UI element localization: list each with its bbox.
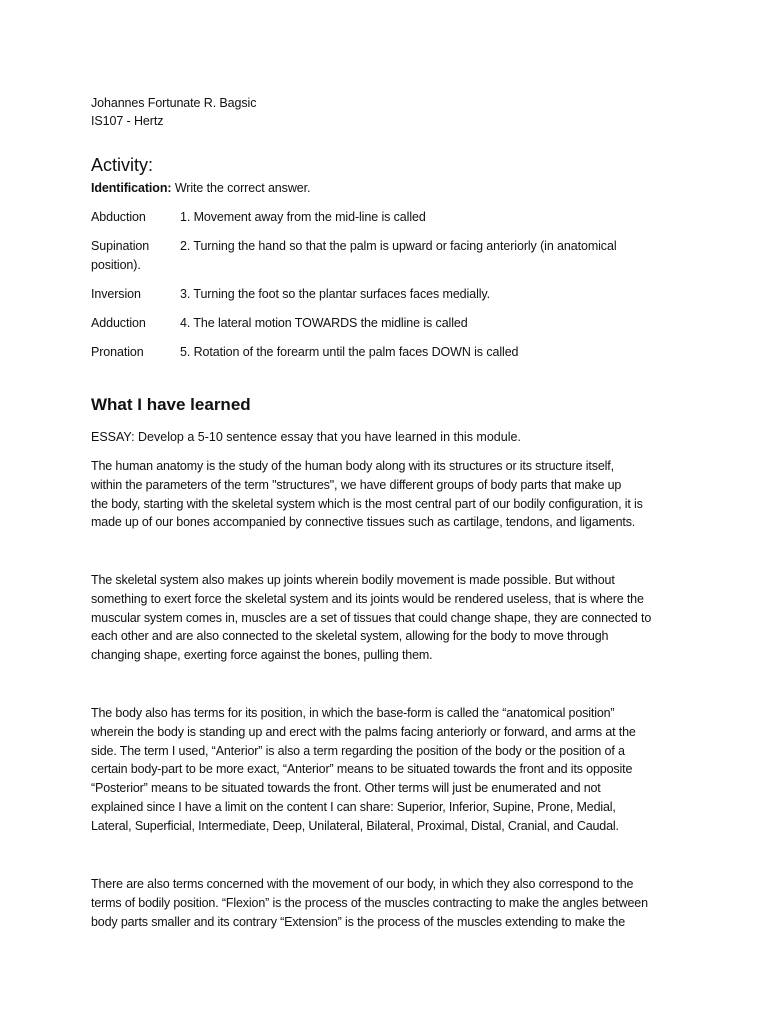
activity-item: [91, 237, 651, 274]
paragraph-line: side. The term I used, “Anterior” is also a term regarding the position of the body or the position of a: [91, 743, 625, 758]
item-answer: Abduction: [91, 210, 146, 224]
instruction-label: Identification:: [91, 181, 172, 195]
paragraph-line: body parts smaller and its contrary “Extension” is the process of the muscles extending to make the: [91, 914, 626, 929]
paragraph-line: muscular system comes in, muscles are a set of tissues that could change shape, they are connected to: [91, 610, 652, 625]
item-question: 1. Movement away from the mid-line is called: [180, 210, 426, 224]
item-answer: Supination: [91, 239, 150, 253]
essay-paragraph: [91, 457, 683, 532]
paragraph-line: The human anatomy is the study of the human body along with its structures or its structure itself,: [91, 459, 614, 473]
activity-heading: Activity:: [91, 155, 154, 175]
paragraph-line: certain body-part to be more exact, “Anterior” means to be situated towards the front and its opposite: [91, 762, 633, 777]
essay-paragraph: [91, 875, 683, 931]
item-answer: Pronation: [91, 345, 144, 359]
activity-item: [91, 208, 651, 227]
essay-prompt: ESSAY: Develop a 5-10 sentence essay that you have learned in this module.: [91, 430, 521, 444]
paragraph-line: terms of bodily position. “Flexion” is the process of the muscles contracting to make the angles between: [91, 895, 648, 910]
activity-instruction: [91, 179, 310, 198]
activity-item: [91, 343, 651, 362]
item-question: 3. Turning the foot so the plantar surfaces faces medially.: [180, 287, 491, 301]
paragraph-line: changing shape, exerting force against the bones, pulling them.: [91, 648, 433, 663]
paragraph-line: within the parameters of the term "structures", we have different groups of body parts that make up: [91, 477, 622, 492]
paragraph-line: There are also terms concerned with the movement of our body, in which they also correspond to the: [91, 877, 634, 891]
paragraph-line: Lateral, Superficial, Intermediate, Deep, Unilateral, Bilateral, Proximal, Distal, Cranial, and Caudal.: [91, 818, 619, 833]
paragraph-line: made up of our bones accompanied by connective tissues such as cartilage, tendons, and ligaments.: [91, 515, 636, 530]
activity-item: [91, 285, 651, 304]
activity-item: [91, 314, 651, 333]
section-heading-learned: What I have learned: [91, 395, 251, 414]
item-answer: Adduction: [91, 316, 146, 330]
paragraph-line: wherein the body is standing up and erect with the palms facing anteriorly or forward, and arms at the: [91, 724, 636, 739]
paragraph-line: The body also has terms for its position, in which the base-form is called the “anatomical position”: [91, 706, 615, 720]
essay-paragraph: [91, 571, 683, 665]
item-answer: Inversion: [91, 287, 141, 301]
course-code: IS107 - Hertz: [91, 114, 164, 128]
instruction-text: Write the correct answer.: [171, 181, 311, 195]
essay-paragraph: [91, 704, 683, 836]
paragraph-line: “Posterior” means to be situated towards the front. Other terms will just be enumerated and not: [91, 781, 601, 796]
paragraph-line: explained since I have a limit on the content I can share: Superior, Inferior, Supine, Prone, Medial,: [91, 799, 616, 814]
paragraph-line: the body, starting with the skeletal system which is the most central part of our bodily configuration, it is: [91, 496, 643, 511]
paragraph-line: something to exert force the skeletal system and its joints would be rendered useless, that is where the: [91, 591, 644, 606]
item-question: 5. Rotation of the forearm until the palm faces DOWN is called: [180, 345, 519, 359]
paragraph-line: The skeletal system also makes up joints wherein bodily movement is made possible. But without: [91, 573, 615, 587]
paragraph-line: each other and are also connected to the skeletal system, allowing for the body to move through: [91, 629, 609, 644]
item-question: 4. The lateral motion TOWARDS the midline is called: [180, 316, 468, 330]
author-name: Johannes Fortunate R. Bagsic: [91, 96, 257, 110]
item-question: 2. Turning the hand so that the palm is upward or facing anteriorly (in anatomical position).: [91, 239, 617, 272]
